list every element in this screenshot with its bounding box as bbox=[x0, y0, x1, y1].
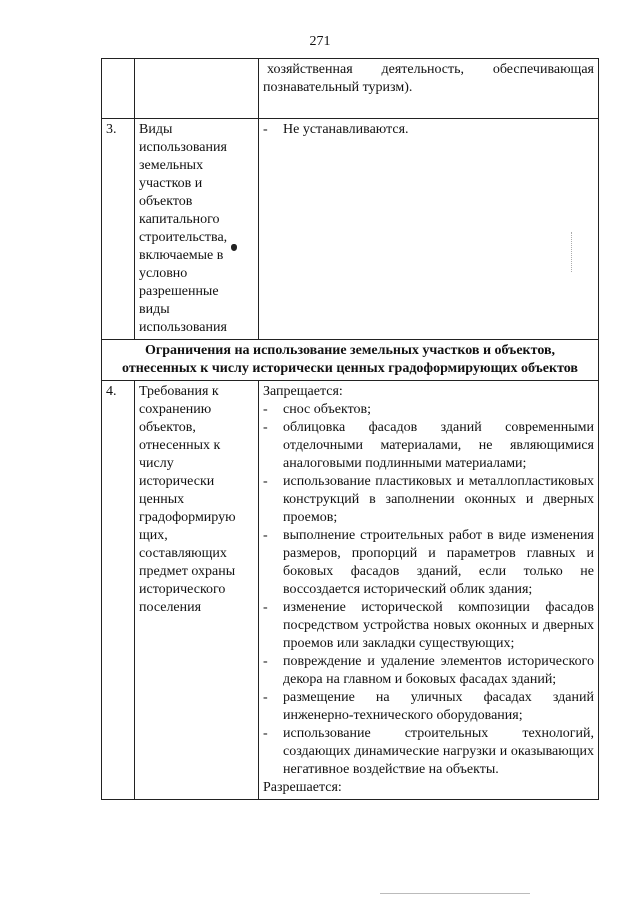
section-header bbox=[102, 340, 599, 381]
table-row-4 bbox=[102, 381, 599, 800]
list-item: - размещение на уличных фасадах зданий инженерно-технического оборудования; bbox=[263, 689, 594, 725]
row-number: 3. bbox=[102, 119, 135, 340]
section-header-line2: отнесенных к числу исторически ценных градоформирующих объектов bbox=[122, 361, 578, 376]
section-header-row bbox=[102, 340, 599, 381]
section-header-line1: Ограничения на использование земельных участков и объектов, bbox=[144, 343, 556, 358]
number-cell bbox=[102, 59, 135, 119]
regulations-table bbox=[101, 58, 599, 800]
prohibited-list bbox=[263, 401, 594, 779]
list-item: - повреждение и удаление элементов исторического декора на главном и боковых фасадах зданий; bbox=[263, 653, 594, 689]
allowed-label: Разрешается: bbox=[263, 780, 342, 795]
page-number: 271 bbox=[309, 34, 331, 49]
content-cell bbox=[259, 381, 599, 800]
continued-text: хозяйственная деятельность, обеспечивающая познавательный туризм). bbox=[263, 62, 594, 95]
list-item: - выполнение строительных работ в виде изменения размеров, пропорций и параметров главных и боковых фасадов зданий, если только не воссоздается исторический облик здания; bbox=[263, 527, 594, 599]
list-item: - использование строительных технологий, создающих динамические нагрузки и оказывающих негативное воздействие на объекты. bbox=[263, 725, 594, 779]
name-cell bbox=[135, 59, 259, 119]
list-item: - использование пластиковых и металлопластиковых конструкций в заполнении оконных и дверных проемов; bbox=[263, 473, 594, 527]
list-item: - изменение исторической композиции фасадов посредством устройства новых оконных и дверных проемов или закладки существующих; bbox=[263, 599, 594, 653]
scan-noise-dots bbox=[571, 232, 573, 272]
prohibited-label: Запрещается: bbox=[263, 384, 343, 399]
row-name: Требования к сохранению объектов, отнесенных к числу исторически ценных градоформирую щих, составляющих предмет охраны исторического поселения bbox=[135, 381, 259, 800]
content-cell bbox=[259, 59, 599, 119]
content-cell bbox=[259, 119, 599, 340]
list-item: - облицовка фасадов зданий современными отделочными материалами, не являющимися аналоговыми подлинными материалами; bbox=[263, 419, 594, 473]
ink-blot-mark bbox=[231, 244, 237, 251]
list-item: - снос объектов; bbox=[263, 401, 594, 419]
table-row-continued bbox=[102, 59, 599, 119]
list-item: - Не устанавливаются. bbox=[263, 121, 594, 139]
row-number: 4. bbox=[102, 381, 135, 800]
table-row-3 bbox=[102, 119, 599, 340]
row-name: Виды использования земельных участков и объектов капитального строительства, включаемые в условно разрешенные виды использования bbox=[135, 119, 259, 340]
scan-noise-line bbox=[380, 893, 530, 894]
item-list bbox=[263, 121, 594, 139]
